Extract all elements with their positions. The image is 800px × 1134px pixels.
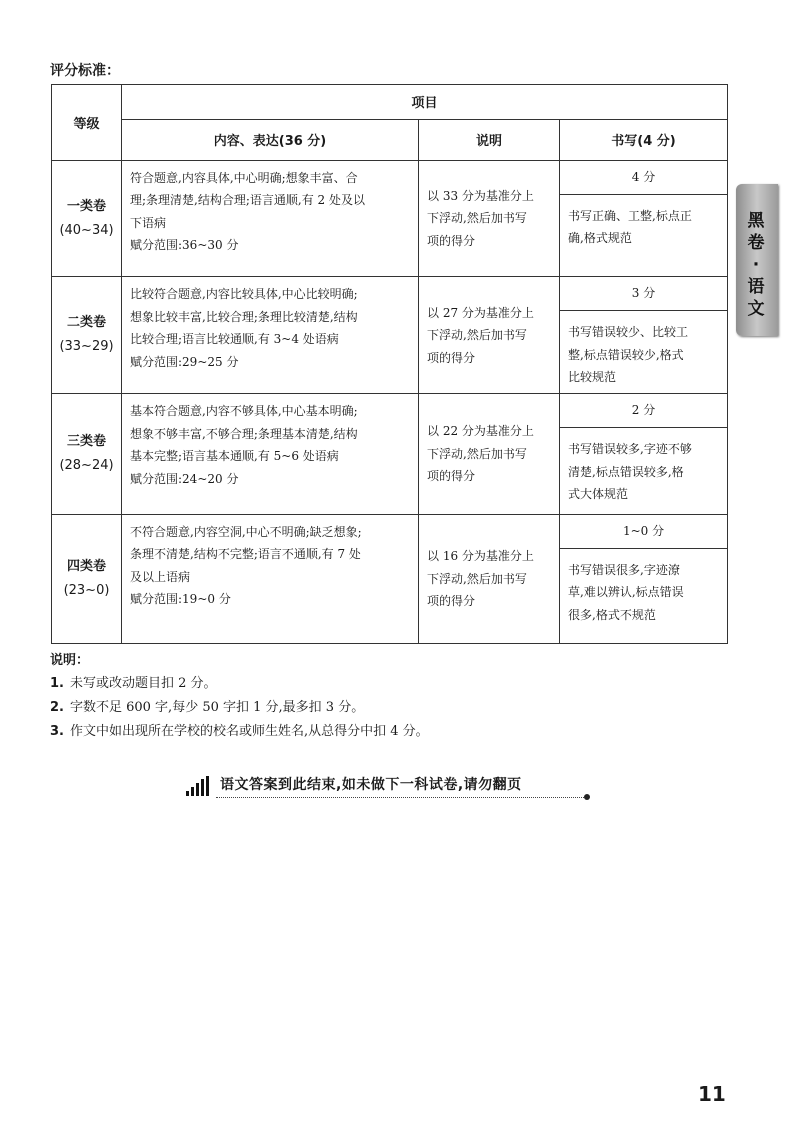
side-tab-char: 黑 (747, 211, 765, 231)
grade-row (52, 394, 728, 515)
writing-score: 1~0 分 (560, 515, 727, 549)
header-note: 说明 (419, 119, 560, 160)
grade-cell (52, 160, 122, 277)
content-line: 想象比较丰富,比较合理;条理比较清楚,结构 (130, 309, 358, 324)
note-line: 项的得分 (427, 469, 476, 484)
side-tab-char: 语 (747, 277, 765, 297)
content-line: 赋分范围:24~20 分 (130, 471, 239, 486)
grade-name: 二类卷 (66, 315, 106, 331)
note-cell (419, 277, 560, 394)
writing-score: 3 分 (560, 277, 727, 311)
side-tab-char: · (752, 255, 760, 275)
note-text: 未写或改动题目扣 2 分。 (69, 676, 217, 691)
grade-name: 一类卷 (66, 198, 106, 214)
end-banner-text: 语文答案到此结束,如未做下一科试卷,请勿翻页 (220, 777, 522, 793)
content-line: 赋分范围:36~30 分 (130, 238, 239, 253)
content-line: 基本符合题意,内容不够具体,中心基本明确; (130, 404, 358, 419)
writing-line: 比较规范 (568, 370, 617, 385)
note-line: 以 27 分为基准分上 (427, 305, 534, 320)
writing-cell (560, 160, 728, 277)
content-line: 比较符合题意,内容比较具体,中心比较明确; (130, 287, 358, 302)
note-text: 字数不足 600 字,每少 50 字扣 1 分,最多扣 3 分。 (69, 700, 365, 715)
notes-title: 说明： (50, 653, 90, 668)
bars-icon (186, 776, 212, 796)
writing-description (560, 549, 727, 627)
note-line: 以 33 分为基准分上 (427, 188, 534, 203)
grade-name: 三类卷 (66, 434, 106, 450)
banner-underline (216, 797, 586, 798)
writing-line: 确,格式规范 (568, 231, 632, 246)
content-line: 基本完整;语言基本通顺,有 5~6 处语病 (130, 449, 339, 464)
content-line: 想象不够丰富,不够合理;条理基本清楚,结构 (130, 426, 358, 441)
note-cell (419, 514, 560, 643)
note-line: 项的得分 (427, 233, 476, 248)
writing-score: 4 分 (560, 161, 727, 195)
page-number: 11 (698, 1082, 726, 1106)
writing-line: 式大体规范 (568, 487, 629, 502)
header-writing: 书写(4 分) (560, 119, 728, 160)
grade-cell (52, 394, 122, 515)
note-text: 作文中如出现所在学校的校名或师生姓名,从总得分中扣 4 分。 (69, 724, 429, 739)
notes-section (50, 650, 429, 744)
note-number: 3. (50, 724, 64, 739)
writing-cell (560, 394, 728, 515)
note-line: 以 16 分为基准分上 (427, 549, 534, 564)
grade-row (52, 277, 728, 394)
header-project: 项目 (122, 85, 728, 120)
table-body (52, 160, 728, 643)
note-number: 1. (50, 676, 64, 691)
writing-line: 很多,格式不规范 (568, 607, 656, 622)
grade-range: (23~0) (63, 582, 110, 598)
section-heading: 评分标准： (50, 63, 120, 79)
writing-line: 书写正确、工整,标点正 (568, 208, 692, 223)
note-item (50, 696, 429, 720)
writing-line: 书写错误较多,字迹不够 (568, 442, 692, 457)
note-line: 项的得分 (427, 594, 476, 609)
header-content: 内容、表达(36 分) (122, 119, 419, 160)
note-cell (419, 160, 560, 277)
content-line: 赋分范围:19~0 分 (130, 592, 231, 607)
content-line: 符合题意,内容具体,中心明确;想象丰富、合 (130, 170, 358, 185)
writing-line: 整,标点错误较少,格式 (568, 347, 684, 362)
scoring-table (51, 84, 728, 644)
side-tab-label (744, 210, 768, 320)
note-line: 下浮动,然后加书写 (427, 328, 527, 343)
writing-description (560, 428, 727, 506)
writing-description (560, 311, 727, 389)
writing-line: 书写错误较少、比较工 (568, 325, 689, 340)
grade-range: (28~24) (59, 458, 114, 474)
note-line: 项的得分 (427, 350, 476, 365)
writing-description (560, 195, 727, 250)
grade-range: (40~34) (59, 222, 114, 238)
writing-cell (560, 277, 728, 394)
note-cell (419, 394, 560, 515)
note-line: 以 22 分为基准分上 (427, 424, 534, 439)
note-item (50, 672, 429, 696)
banner-dot (584, 794, 590, 800)
content-cell (122, 394, 419, 515)
content-line: 赋分范围:29~25 分 (130, 354, 239, 369)
note-item (50, 720, 429, 744)
grade-range: (33~29) (59, 339, 114, 355)
grade-cell (52, 514, 122, 643)
note-line: 下浮动,然后加书写 (427, 571, 527, 586)
writing-line: 草,难以辨认,标点错误 (568, 585, 684, 600)
header-grade: 等级 (52, 85, 122, 161)
end-banner (186, 772, 596, 802)
content-line: 理;条理清楚,结构合理;语言通顺,有 2 处及以 (130, 193, 365, 208)
subject-side-tab (736, 184, 778, 336)
grade-row (52, 514, 728, 643)
content-line: 不符合题意,内容空洞,中心不明确;缺乏想象; (130, 524, 362, 539)
content-cell (122, 514, 419, 643)
content-cell (122, 277, 419, 394)
content-line: 及以上语病 (130, 569, 191, 584)
content-line: 条理不清楚,结构不完整;语言不通顺,有 7 处 (130, 547, 361, 562)
writing-score: 2 分 (560, 394, 727, 428)
writing-line: 清楚,标点错误较多,格 (568, 464, 684, 479)
writing-cell (560, 514, 728, 643)
side-tab-char: 文 (747, 299, 765, 319)
grade-name: 四类卷 (66, 558, 106, 574)
content-cell (122, 160, 419, 277)
grade-row (52, 160, 728, 277)
note-number: 2. (50, 700, 64, 715)
content-line: 比较合理;语言比较通顺,有 3~4 处语病 (130, 332, 339, 347)
writing-line: 书写错误很多,字迹潦 (568, 562, 680, 577)
content-line: 下语病 (130, 215, 167, 230)
side-tab-char: 卷 (747, 233, 765, 253)
note-line: 下浮动,然后加书写 (427, 446, 527, 461)
notes-list (50, 672, 429, 744)
note-line: 下浮动,然后加书写 (427, 211, 527, 226)
grade-cell (52, 277, 122, 394)
